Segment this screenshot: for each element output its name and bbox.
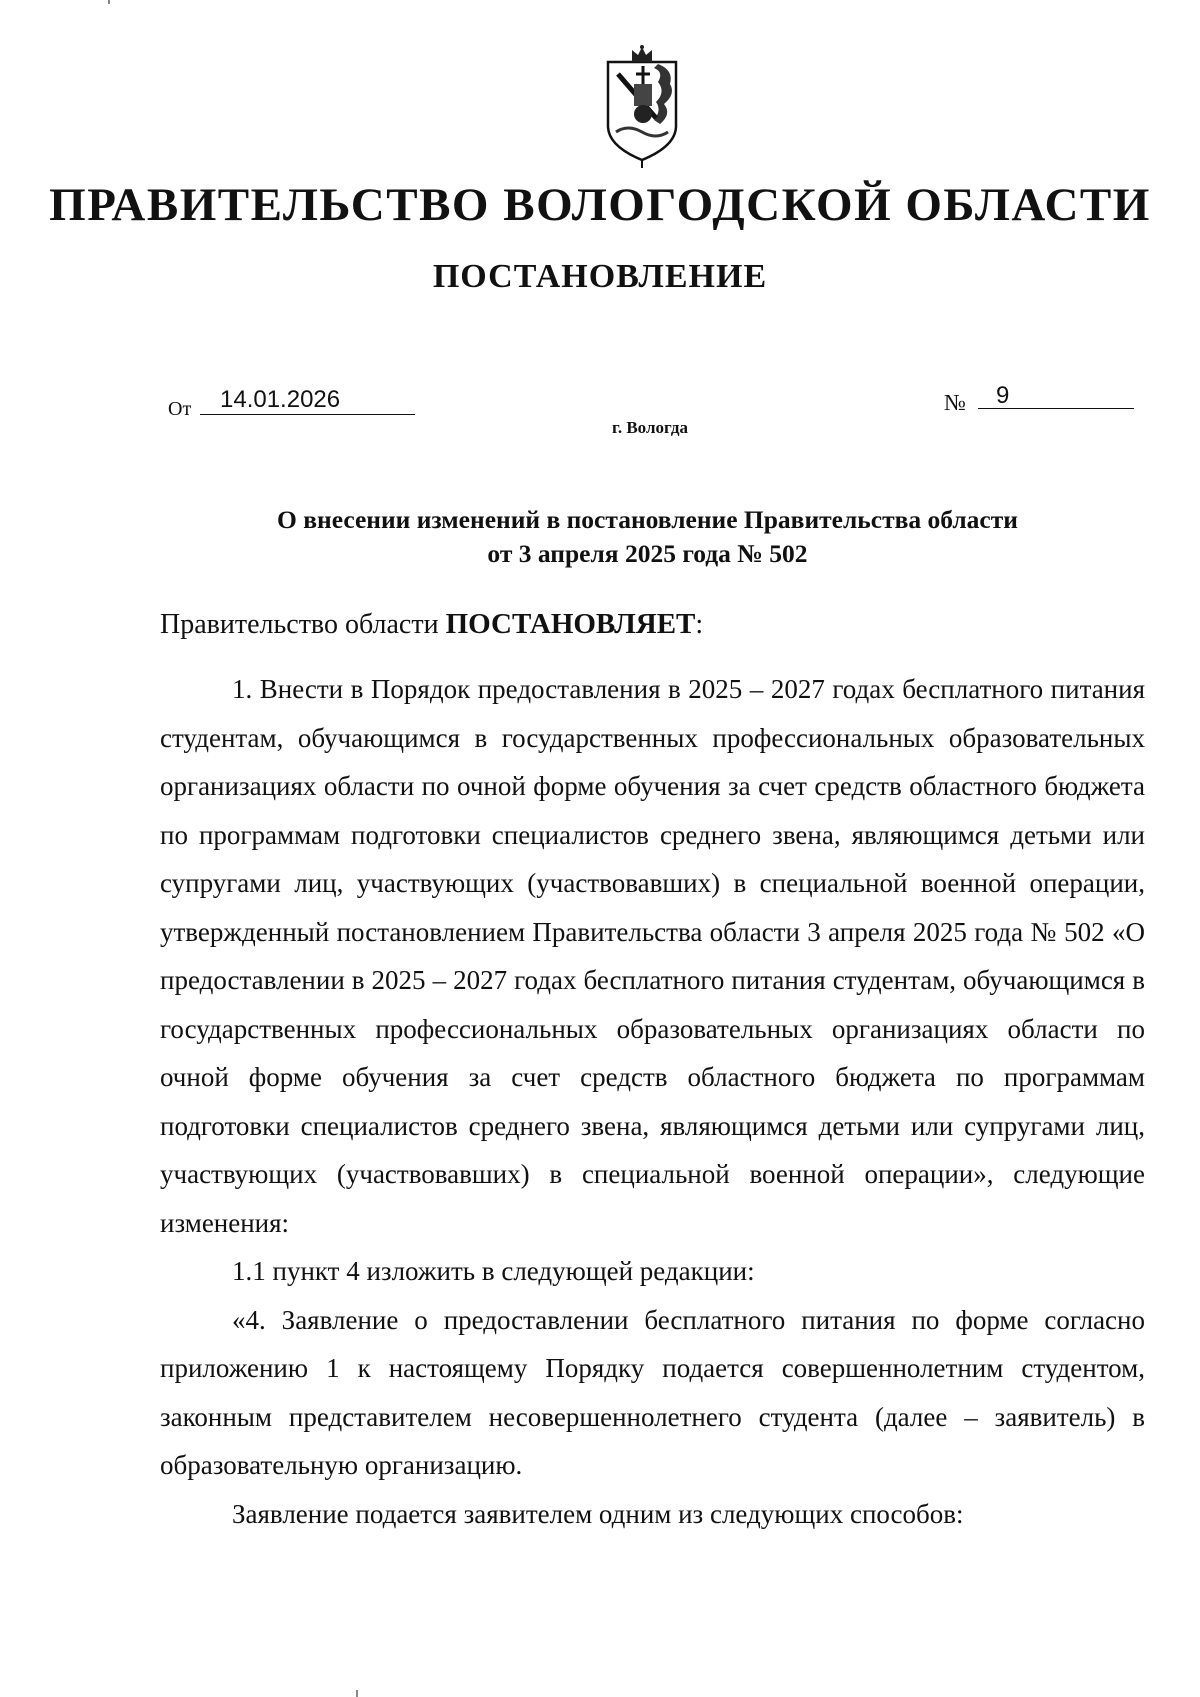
document-subject: [160, 503, 1135, 571]
document-date: 14.01.2026: [220, 386, 341, 413]
document-type: ПОСТАНОВЛЕНИЕ: [432, 258, 768, 295]
scan-mark: [108, 0, 110, 4]
coat-of-arms-icon: [598, 44, 686, 168]
subject-line-1: О внесении изменений в постановление Правительства области: [277, 505, 1018, 534]
paragraph-3: «4. Заявление о предоставлении бесплатного питания по форме согласно приложению 1 к настоящему Порядку подается совершеннолетним студентом, законным представителем несовершеннолетнего студента (далее – заявитель) в образовательную организацию.: [160, 1304, 1145, 1480]
preamble-keyword: ПОСТАНОВЛЯЕТ: [445, 608, 696, 640]
government-title: ПРАВИТЕЛЬСТВО ВОЛОГОДСКОЙ ОБЛАСТИ: [49, 179, 1151, 231]
subject-line-2: от 3 апреля 2025 года № 502: [487, 539, 808, 568]
date-underline: [200, 414, 415, 415]
document-number: 9: [996, 382, 1010, 409]
document-body: [160, 665, 1145, 1538]
city-label: г. Вологда: [612, 418, 688, 437]
paragraph-1: 1. Внести в Порядок предоставления в 2025 – 2027 годах бесплатного питания студентам, обучающимся в государственных профессиональных образовательных организациях области по очной форме обучения за счет средств областного бюджета по программам подготовки специалистов среднего звена, являющимся детьми или супругами лиц, участвующих (участвовавших) в специальной военной операции, утвержденный постановлением Правительства области 3 апреля 2025 года № 502 «О предоставлении в 2025 – 2027 годах бесплатного питания студентам, обучающимся в государственных профессиональных образовательных организациях области по очной форме обучения за счет средств областного бюджета по программам подготовки специалистов среднего звена, являющимся детьми или супругами лиц, участвующих (участвовавших) в специальной военной операции», следующие изменения:: [160, 674, 1145, 1238]
scan-mark: [356, 1690, 358, 1697]
number-prefix: №: [944, 390, 966, 415]
preamble: [160, 608, 703, 641]
date-prefix: От: [168, 398, 192, 420]
preamble-text: Правительство области: [160, 609, 446, 640]
preamble-colon: :: [695, 609, 704, 640]
paragraph-2: 1.1 пункт 4 изложить в следующей редакции:: [232, 1256, 755, 1286]
paragraph-4: Заявление подается заявителем одним из следующих способов:: [232, 1498, 964, 1529]
